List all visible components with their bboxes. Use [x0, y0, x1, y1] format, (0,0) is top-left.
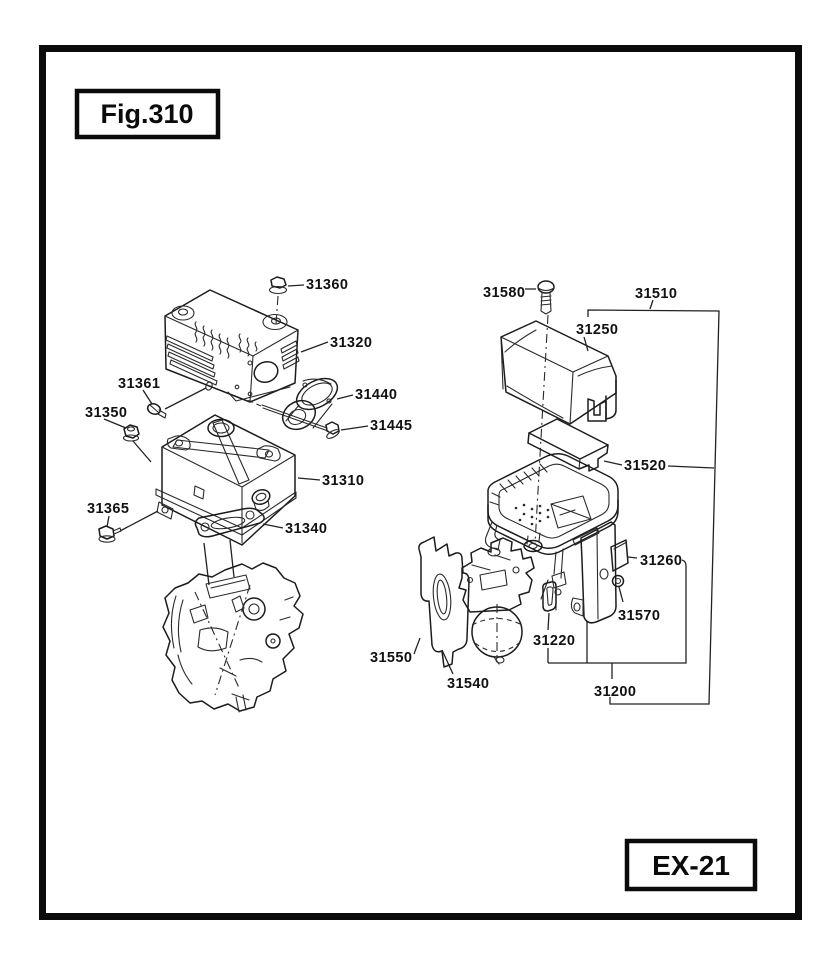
part-label-31440: 31440: [355, 387, 398, 403]
control-bracket-drawing: [419, 537, 469, 667]
part-label-31360: 31360: [306, 277, 349, 293]
carburetor-drawing: [459, 538, 534, 664]
filter-element-drawing: [528, 419, 608, 471]
tank-bolt-drawing: [99, 526, 121, 542]
page-code-box: [627, 841, 755, 889]
part-label-31340: 31340: [285, 521, 328, 537]
engine-drawing: [163, 563, 303, 712]
part-label-31350: 31350: [85, 405, 128, 421]
part-label-31320: 31320: [330, 335, 373, 351]
figure-number: Fig.310: [100, 99, 194, 129]
exhaust-bolt-drawing: [245, 399, 341, 440]
cover-screw-drawing: [538, 281, 554, 314]
bracket-plate-drawing: [611, 540, 628, 571]
part-label-31580: 31580: [483, 285, 526, 301]
part-label-31570: 31570: [618, 608, 661, 624]
part-label-31200: 31200: [594, 684, 637, 700]
part-label-31540: 31540: [447, 676, 490, 692]
part-label-31445: 31445: [370, 418, 413, 434]
muffler-drawing: [165, 290, 299, 402]
flange-nut-drawing: [613, 576, 624, 587]
part-label-31520: 31520: [624, 458, 667, 474]
part-label-31260: 31260: [640, 553, 683, 569]
part-label-31361: 31361: [118, 376, 161, 392]
part-label-31510: 31510: [635, 286, 678, 302]
page-code: EX-21: [652, 850, 730, 881]
leader-lines: [104, 285, 719, 704]
page-frame: [43, 49, 799, 917]
muffler-screw-drawing: [146, 402, 166, 418]
part-label-31365: 31365: [87, 501, 130, 517]
figure-number-box: [77, 91, 218, 137]
part-label-31310: 31310: [322, 473, 365, 489]
exhaust-pipe-drawing: [278, 372, 343, 435]
part-label-31250: 31250: [576, 322, 619, 338]
part-label-31550: 31550: [370, 650, 413, 666]
fuel-tank-drawing: [156, 415, 296, 545]
part-label-31220: 31220: [533, 633, 576, 649]
part-labels: [85, 277, 682, 700]
